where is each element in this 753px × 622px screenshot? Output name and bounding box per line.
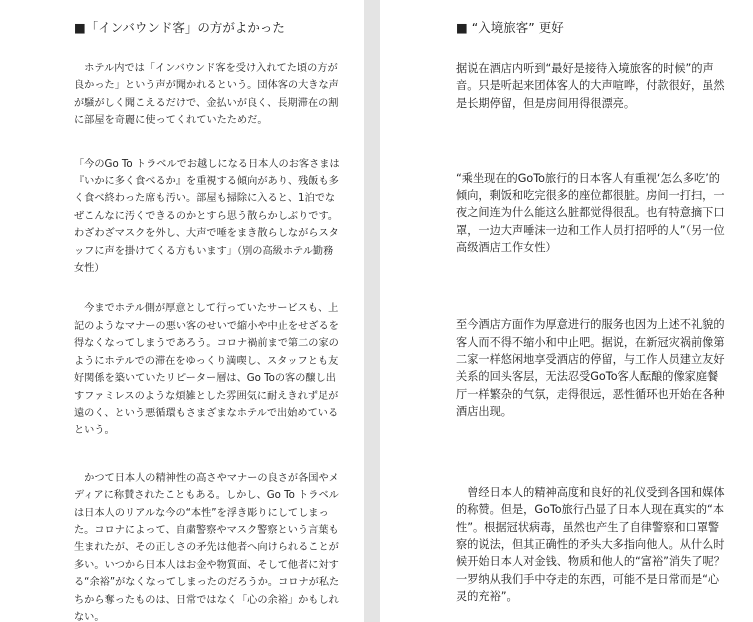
right-page-heading: ■ “入境旅客” 更好 [456,20,564,35]
right-paragraph-2: “乘坐现在的GoTo旅行的日本客人有重视‘怎么多吃’的倾向，剩饭和吃完很多的座位都很脏。房间一打扫，一夜之间连为什么能这么脏都觉得很乱。也有特意摘下口罩，一边大声唾沫一边和工作人员打招呼的人”（另一位高级酒店工作女性） [456,171,725,255]
left-page-heading: ■「インバウンド客」の方がよかった [74,20,285,35]
right-paragraph-3: 至今酒店方面作为厚意进行的服务也因为上述不礼貌的客人而不得不缩小和中止吧。据说，在新冠灾祸前像第二家一样悠闲地享受酒店的停留，与工作人员建立友好关系的回头客层，无法忍受GoTo客人酝酿的像家庭餐厅一样繁杂的气氛，走得很远，恶性循环也开始在各种酒店出现。 [456,318,725,418]
right-page-chinese [380,0,753,622]
right-paragraph-4: 曾经日本人的精神高度和良好的礼仪受到各国和媒体的称赞。但是，GoTo旅行凸显了日本人现在真实的“本性”。根据冠状病毒，虽然也产生了自律警察和口罩警察的说法，但其正确性的矛头大多指向他人。从什么时候开始日本人对金钱、物质和他人的“富裕”消失了呢？一罗纳从我们手中夺走的东西，可能不是日常而是“心灵的充裕”。 [456,486,725,603]
left-paragraph-1: ホテル内では「インバウンド客を受け入れてた頃の方が良かった」という声が聞かれるという。団体客の大きな声が騒がしく聞こえるだけで、金払いが良く、長期滞在の割に部屋を奇麗に使ってくれていたためだ。 [74,63,339,127]
right-paragraph-1: 据说在酒店内听到“最好是接待入境旅客的时候”的声音。只是听起来团体客人的大声喧哗，付款很好，虽然是长期停留，但是房间用得很漂亮。 [456,62,725,110]
left-paragraph-3: 今までホテル側が厚意として行っていたサービスも、上記のようなマナーの悪い客のせいで縮小や中止をせざるを得なくなってしまうであろう。コロナ禍前まで第二の家のようにホテルでの滞在をゆっくり満喫し、スタッフとも友好関係を築いていたリピーター層は、Go Toの客の醸し出すファミレスのような煩雑とした雰囲気に耐えきれず足が遠のく、という悪循環もさまざまなホテルで出始めているという。 [74,303,339,437]
left-paragraph-4: かつて日本人の精神性の高さやマナーの良さが各国やメディアに称賛されたこともある。しかし、Go To トラベルは日本人のリアルな今の“本性”を浮き彫りにしてしまった。コロナによって、自粛警察やマスク警察という言葉も生まれたが、その正しさの矛先は他者へ向けられることが多い。いつから日本人はお金や物質面、そして他者に対する“余裕”がなくなってしまったのだろうか。コロナが私たちから奪ったものは、日常ではなく「心の余裕」かもしれない。 [74,472,340,622]
left-paragraph-2: 「今のGo To トラベルでお越しになる日本人のお客さまは『いかに多く食べるか』を重視する傾向があり、残飯も多く食べ終わった席も汚い。部屋も掃除に入ると、1泊でなぜこんなに汚くできるのかとすら思う散らかしぶりです。わざわざマスクを外し、大声で唾をまき散らしながらスタッフに声を掛けてくる方もいます」（別の高級ホテル勤務女性） [74,158,340,275]
left-page-japanese [0,0,364,622]
page-divider [364,0,380,622]
